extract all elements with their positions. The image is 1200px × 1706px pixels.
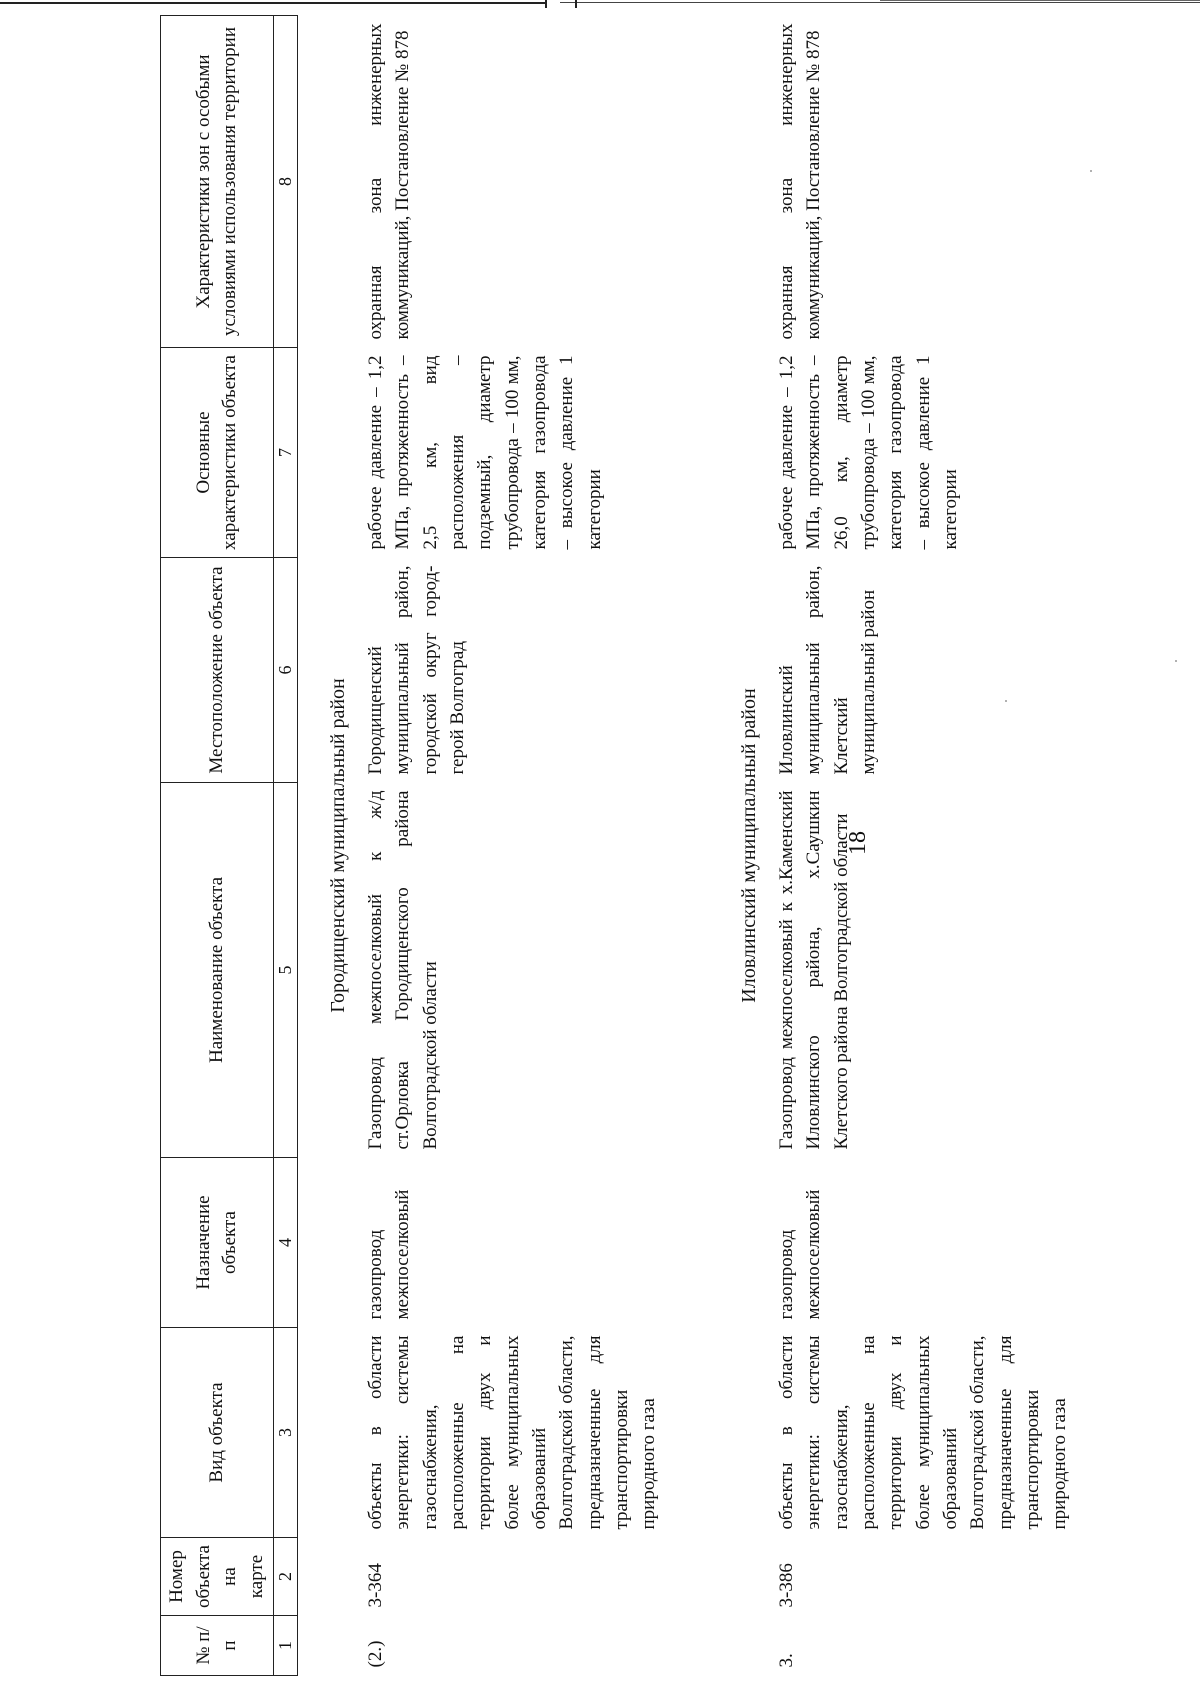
row-map-number: 3-364	[364, 1563, 386, 1608]
row-number: 3.	[775, 1653, 797, 1668]
column-number: 7	[274, 348, 298, 558]
section-title: Городищенский муниципальный район	[326, 678, 349, 1013]
row-kind: объекты в области энергетики: системы газоснабжения, расположенные на территории двух и более муниципальных образований Волгоградской области, предназначенные для транспортировки природного газа	[364, 1335, 660, 1530]
section-title: Иловлинский муниципальный район	[737, 688, 760, 1003]
section-heading	[729, 16, 769, 1676]
column-number: 8	[274, 16, 298, 348]
row-map-number: 3-386	[775, 1563, 797, 1608]
row-zones: охранная зона инженерных коммуникаций, Постановление № 878	[364, 23, 414, 340]
table-row	[769, 16, 1078, 1676]
header-purpose: Назначение объекта	[161, 1158, 274, 1328]
column-number: 5	[274, 783, 298, 1158]
column-number: 2	[274, 1538, 298, 1616]
row-characteristics: рабочее давление – 1,2 МПа, протяженность – 2,5 км, вид расположения – подземный, диаметр трубопровода – 100 мм, категория газопровода – высокое давление 1 категории	[364, 355, 605, 550]
column-number: 3	[274, 1328, 298, 1538]
scan-speck	[1090, 170, 1092, 172]
scan-speck	[1175, 660, 1177, 662]
scan-speck	[1005, 700, 1007, 702]
row-location: Иловлинский муниципальный район, Клетский муниципальный район	[775, 565, 879, 775]
row-zones: охранная зона инженерных коммуникаций, Постановление № 878	[775, 23, 825, 340]
row-name: Газопровод межпоселковый к ж/д ст.Орловка Городищенского района Волгоградской области	[364, 790, 441, 1150]
header-characteristics: Основные характеристики объекта	[161, 348, 274, 558]
table-header	[161, 16, 298, 1676]
header-number: № п/п	[161, 1616, 274, 1676]
column-number: 1	[274, 1616, 298, 1676]
column-number-row	[274, 16, 298, 1676]
row-location: Городищенский муниципальный район, городской округ город-герой Волгоград	[364, 565, 468, 775]
column-number: 6	[274, 558, 298, 783]
row-kind: объекты в области энергетики: системы газоснабжения, расположенные на территории двух и более муниципальных образований Волгоградской области, предназначенные для транспортировки природного газа	[775, 1335, 1071, 1530]
objects-table	[160, 15, 1078, 1676]
row-number: (2.)	[364, 1640, 386, 1668]
row-purpose: газопровод межпоселковый	[364, 1189, 414, 1320]
header-name: Наименование объекта	[161, 783, 274, 1158]
header-kind: Вид объекта	[161, 1328, 274, 1538]
header-location: Местоположение объекта	[161, 558, 274, 783]
section-heading	[318, 16, 358, 1676]
row-purpose: газопровод межпоселковый	[775, 1189, 825, 1320]
column-number: 4	[274, 1158, 298, 1328]
page-number: 18	[845, 831, 871, 855]
row-name: Газопровод межпоселковый к х.Каменский Иловлинского района, х.Саушкин Клетского района Волгоградской области	[775, 790, 852, 1150]
header-zones: Характеристики зон с особыми условиями использования территории	[161, 16, 274, 348]
row-characteristics: рабочее давление – 1,2 МПа, протяженность – 26,0 км, диаметр трубопровода – 100 мм, категория газопровода – высокое давление 1 категории	[775, 355, 961, 550]
header-map-number: Номер объекта на карте	[161, 1538, 274, 1616]
table-row	[358, 16, 667, 1676]
